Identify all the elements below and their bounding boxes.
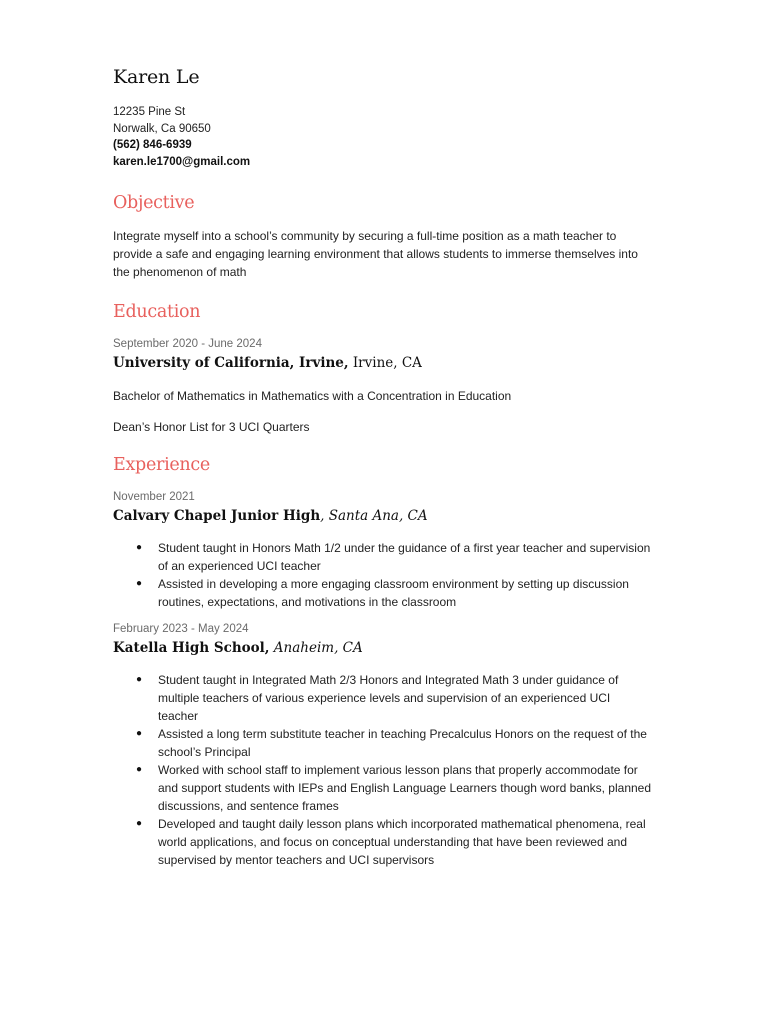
email-address: karen.le1700@gmail.com bbox=[113, 155, 251, 168]
duty-item bbox=[136, 725, 653, 761]
resume-page bbox=[113, 66, 653, 869]
bullet-icon: ● bbox=[136, 818, 143, 829]
duty-text: Assisted in developing a more engaging classroom environment by setting up discussion routines, expectations, and motivations in the classroom bbox=[158, 577, 629, 609]
duty-text: Assisted a long term substitute teacher in teaching Precalculus Honors on the request of the school’s Principal bbox=[158, 727, 647, 759]
degree: Bachelor of Mathematics in Mathematics with a Concentration in Education bbox=[113, 389, 512, 403]
phone-number: (562) 846-6939 bbox=[113, 139, 192, 151]
bullet-icon: ● bbox=[136, 578, 143, 589]
duty-item bbox=[136, 575, 653, 611]
honor: Dean’s Honor List for 3 UCI Quarters bbox=[113, 420, 310, 434]
education-section bbox=[113, 302, 653, 436]
objective-section bbox=[113, 193, 653, 281]
education-heading: Education bbox=[113, 302, 201, 322]
job-organization bbox=[113, 506, 653, 526]
objective-heading: Objective bbox=[113, 193, 195, 213]
duty-text: Worked with school staff to implement various lesson plans that properly accommodate for and support students with IEPs and English Language Learners though word banks, planned discussions, and sentence frames bbox=[158, 763, 652, 813]
employer-location: , Santa Ana, CA bbox=[320, 508, 428, 524]
duty-text: Student taught in Honors Math 1/2 under the guidance of a first year teacher and supervision of an experienced UCI teacher bbox=[158, 541, 651, 573]
job-organization bbox=[113, 638, 653, 658]
job-date: November 2021 bbox=[113, 491, 195, 503]
duty-item bbox=[136, 815, 653, 869]
experience-section bbox=[113, 455, 653, 869]
education-institution bbox=[113, 353, 653, 373]
objective-text: Integrate myself into a school’s community by securing a full-time position as a math teacher to provide a safe and engaging learning environment that allows students to immerse themselves into the phenomenon of math bbox=[113, 229, 638, 279]
resume-header bbox=[113, 66, 653, 170]
education-date: September 2020 - June 2024 bbox=[113, 338, 262, 350]
job-duties bbox=[113, 671, 653, 869]
employer-name: Calvary Chapel Junior High bbox=[113, 508, 321, 524]
employer-location: Anaheim, CA bbox=[269, 640, 363, 656]
duty-text: Developed and taught daily lesson plans which incorporated mathematical phenomena, real world applications, and focus on conceptual understanding that have been reviewed and supervised by mentor teachers and UCI supervisors bbox=[158, 817, 646, 867]
duty-item bbox=[136, 761, 653, 815]
school-location: Irvine, CA bbox=[348, 355, 422, 371]
duty-text: Student taught in Integrated Math 2/3 Honors and Integrated Math 3 under guidance of multiple teachers of various experience levels and supervision of an experienced UCI teacher bbox=[158, 673, 619, 723]
job-entry bbox=[113, 621, 653, 869]
duty-item bbox=[136, 539, 653, 575]
bullet-icon: ● bbox=[136, 674, 143, 685]
bullet-icon: ● bbox=[136, 542, 143, 553]
bullet-icon: ● bbox=[136, 764, 143, 775]
address-line-1: 12235 Pine St bbox=[113, 106, 186, 118]
job-date: February 2023 - May 2024 bbox=[113, 623, 249, 635]
job-duties bbox=[113, 539, 653, 611]
school-name: University of California, Irvine, bbox=[113, 355, 349, 371]
duty-item bbox=[136, 671, 653, 725]
employer-name: Katella High School, bbox=[113, 640, 270, 656]
experience-heading: Experience bbox=[113, 455, 210, 475]
bullet-icon: ● bbox=[136, 728, 143, 739]
candidate-name: Karen Le bbox=[113, 66, 200, 88]
job-entry bbox=[113, 489, 653, 611]
address-line-2: Norwalk, Ca 90650 bbox=[113, 122, 211, 135]
